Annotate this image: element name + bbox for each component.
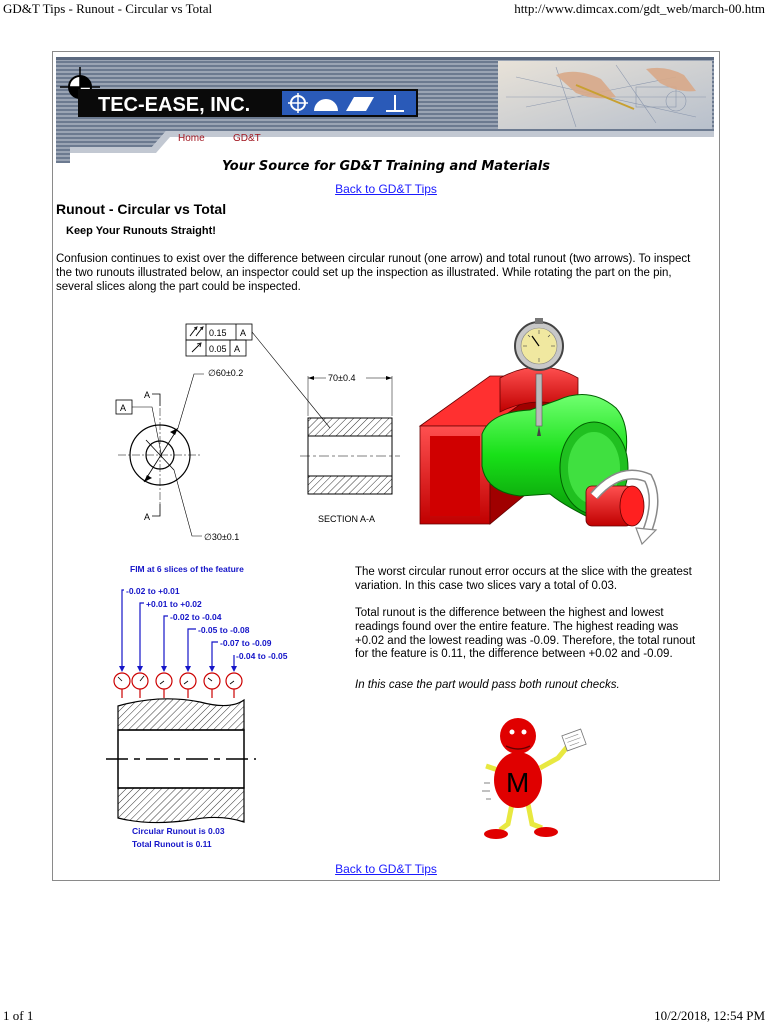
circular-runout-paragraph: The worst circular runout error occurs at the slice with the greatest variation. In this case two slices vary a total of 0.03. xyxy=(355,566,692,592)
fim-reading-6: -0.04 to -0.05 xyxy=(236,651,288,661)
fim-reading-3: -0.02 to -0.04 xyxy=(170,612,222,622)
mascot-legs xyxy=(484,804,558,839)
fim-slices-diagram xyxy=(100,560,300,856)
runout-engineering-drawing xyxy=(100,318,400,558)
article-subtitle: Keep Your Runouts Straight! xyxy=(66,225,216,237)
pass-conclusion-paragraph: In this case the part would pass both runout checks. xyxy=(355,679,620,691)
article-title: Runout - Circular vs Total xyxy=(56,201,227,217)
print-header-title: GD&T Tips - Runout - Circular vs Total xyxy=(3,1,213,16)
article-intro: Confusion continues to exist over the difference between circular runout (one arrow) and total runout (two arrows). To inspect the two runouts illustrated below, an inspector could set up the inspection as illustrated. While rotating the part on the pin, several slices along the part could be inspected. xyxy=(56,253,691,293)
inner-diameter-dim: ∅30±0.1 xyxy=(204,532,240,542)
length-dim: 70±0.4 xyxy=(328,373,356,383)
section-caption: SECTION A-A xyxy=(318,514,376,524)
fcf-total-tolerance: 0.15 xyxy=(209,328,227,338)
total-runout-result: Total Runout is 0.11 xyxy=(132,839,212,849)
company-name: TEC-EASE, INC. xyxy=(98,94,251,116)
circular-runout-symbol-icon xyxy=(192,343,201,352)
nav-gdt-link[interactable]: GD&T xyxy=(233,133,261,144)
total-runout-paragraph: Total runout is the difference between the highest and lowest readings found over the entire feature. The highest reading was +0.02 and the lowest reading was -0.09. Therefore, the total runout for the feature is 0.11, the difference between +0.02 and -0.09. xyxy=(355,607,696,661)
fcf-circular-datum: A xyxy=(234,344,241,354)
mascot-figure xyxy=(478,712,594,850)
fim-reading-2: +0.01 to +0.02 xyxy=(146,599,202,609)
back-to-tips-link-bottom[interactable]: Back to GD&T Tips xyxy=(335,862,437,876)
site-tagline: Your Source for GD&T Training and Materials xyxy=(222,159,550,174)
section-mark-bottom: A xyxy=(144,512,151,522)
print-footer-date: 10/2/2018, 12:54 PM xyxy=(654,1008,765,1023)
circular-runout-result: Circular Runout is 0.03 xyxy=(132,826,225,836)
print-footer-page: 1 of 1 xyxy=(3,1008,34,1023)
fcf-circular-tolerance: 0.05 xyxy=(209,344,227,354)
fim-reading-1: -0.02 to +0.01 xyxy=(126,586,180,596)
print-header-url: http://www.dimcax.com/gdt_web/march-00.htm xyxy=(514,1,765,16)
back-to-tips-link-top[interactable]: Back to GD&T Tips xyxy=(335,182,437,196)
nav-home-link[interactable]: Home xyxy=(178,133,205,144)
total-runout-symbol-icon xyxy=(190,327,203,336)
fim-reading-4: -0.05 to -0.08 xyxy=(198,625,250,635)
end-view-circles xyxy=(118,408,202,504)
dial-gauges xyxy=(114,673,242,689)
mascot-letter: M xyxy=(506,767,530,798)
inspection-setup-illustration xyxy=(410,316,670,548)
section-mark-top: A xyxy=(144,390,151,400)
fcf-total-datum: A xyxy=(240,328,247,338)
outer-diameter-dim: ∅60±0.2 xyxy=(208,368,244,378)
mascot-speed-lines xyxy=(482,782,491,800)
datum-feature-label: A xyxy=(120,403,127,413)
fim-reading-5: -0.07 to -0.09 xyxy=(220,638,272,648)
fim-heading: FIM at 6 slices of the feature xyxy=(130,564,244,574)
site-banner xyxy=(56,57,714,163)
wavy-part-section xyxy=(106,699,256,823)
section-view xyxy=(300,376,400,494)
